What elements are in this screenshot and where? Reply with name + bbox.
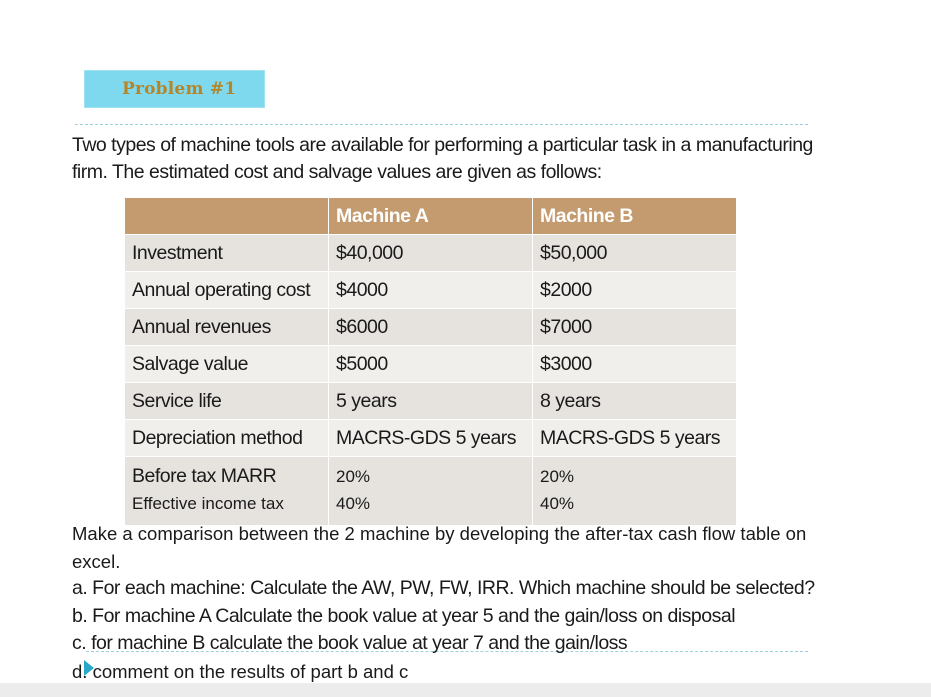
row-label: Service life xyxy=(125,383,329,420)
header-empty xyxy=(125,198,329,235)
row-label xyxy=(125,457,329,526)
top-divider xyxy=(75,124,808,125)
machine-a-income-tax: 40% xyxy=(336,494,371,513)
table-row xyxy=(125,346,737,383)
machine-b-marr: 20% xyxy=(540,467,575,486)
problem-title-box xyxy=(84,70,265,108)
machine-b-value: MACRS-GDS 5 years xyxy=(533,420,737,457)
machine-a-value: MACRS-GDS 5 years xyxy=(329,420,533,457)
pointer-arrow-icon xyxy=(84,660,94,676)
machine-b-value: $50,000 xyxy=(533,235,737,272)
machine-b-value: $3000 xyxy=(533,346,737,383)
machine-b-value: $7000 xyxy=(533,309,737,346)
instruction-part-a: a. For each machine: Calculate the AW, PW, FW, IRR. Which machine should be selected? xyxy=(72,577,815,599)
row-label: Annual operating cost xyxy=(125,272,329,309)
table-row xyxy=(125,309,737,346)
header-machine-a: Machine A xyxy=(329,198,533,235)
row-label: Annual revenues xyxy=(125,309,329,346)
table-header-row xyxy=(125,198,737,235)
instruction-line-2: excel. xyxy=(72,550,121,572)
machine-comparison-table xyxy=(124,197,737,526)
intro-paragraph xyxy=(72,132,832,186)
income-tax-label: Effective income tax xyxy=(132,494,284,513)
problem-title: Problem #1 xyxy=(122,79,237,99)
machine-a-value xyxy=(329,457,533,526)
bottom-strip xyxy=(0,683,931,697)
table-row xyxy=(125,235,737,272)
machine-a-value: $6000 xyxy=(329,309,533,346)
machine-a-value: $4000 xyxy=(329,272,533,309)
machine-a-value: $40,000 xyxy=(329,235,533,272)
marr-label: Before tax MARR xyxy=(132,465,277,487)
machine-b-value: $2000 xyxy=(533,272,737,309)
table-row xyxy=(125,420,737,457)
intro-line-1: Two types of machine tools are available for performing a particular task in a manufacturing xyxy=(72,134,813,156)
header-machine-b: Machine B xyxy=(533,198,737,235)
instructions-block xyxy=(72,520,852,685)
row-label: Investment xyxy=(125,235,329,272)
row-label: Depreciation method xyxy=(125,420,329,457)
table-row xyxy=(125,383,737,420)
instruction-part-d: d. comment on the results of part b and c xyxy=(72,660,409,682)
machine-b-income-tax: 40% xyxy=(540,494,575,513)
machine-b-value: 8 years xyxy=(533,383,737,420)
instruction-line-1: Make a comparison between the 2 machine by developing the after-tax cash flow table on xyxy=(72,523,807,544)
table-row xyxy=(125,272,737,309)
machine-a-value: 5 years xyxy=(329,383,533,420)
row-label: Salvage value xyxy=(125,346,329,383)
intro-line-2: firm. The estimated cost and salvage values are given as follows: xyxy=(72,161,602,183)
machine-b-value xyxy=(533,457,737,526)
table-row xyxy=(125,457,737,526)
machine-a-value: $5000 xyxy=(329,346,533,383)
instruction-part-c: c. for machine B calculate the book value at year 7 and the gain/loss xyxy=(72,632,628,654)
machine-a-marr: 20% xyxy=(336,467,371,486)
instruction-part-b: b. For machine A Calculate the book value at year 5 and the gain/loss on disposal xyxy=(72,604,736,627)
